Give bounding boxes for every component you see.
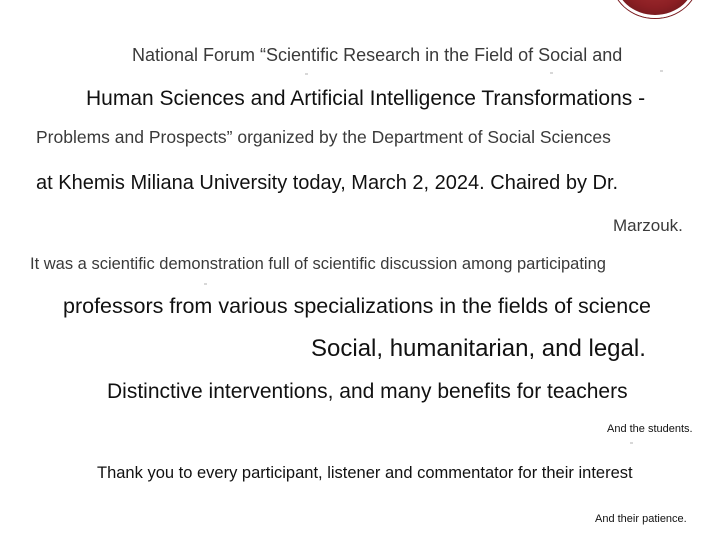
scan-speck [660, 70, 663, 72]
text-line-5: Marzouk. [613, 216, 683, 235]
scan-speck [305, 73, 308, 75]
text-line-4: at Khemis Miliana University today, March 2, 2024. Chaired by Dr. [36, 172, 619, 194]
text-line-2: Human Sciences and Artificial Intelligence Transformations - [86, 87, 646, 110]
text-line-7: professors from various specializations in the fields of science [63, 294, 651, 318]
text-line-8: Social, humanitarian, and legal. [311, 335, 646, 362]
text-line-3: Problems and Prospects” organized by the Department of Social Sciences [36, 127, 611, 147]
text-line-9: Distinctive interventions, and many benefits for teachers [107, 380, 628, 403]
text-line-10: And the students. [607, 423, 693, 435]
text-line-6: It was a scientific demonstration full of scientific discussion among participating [30, 255, 606, 273]
text-line-11: Thank you to every participant, listener and commentator for their interest [97, 464, 633, 482]
scan-speck [204, 283, 207, 285]
scan-speck [630, 442, 633, 444]
text-line-1: National Forum “Scientific Research in the Field of Social and [132, 45, 623, 65]
text-line-12: And their patience. [595, 513, 687, 525]
scan-speck [550, 72, 553, 74]
logo-seal [612, 0, 698, 18]
